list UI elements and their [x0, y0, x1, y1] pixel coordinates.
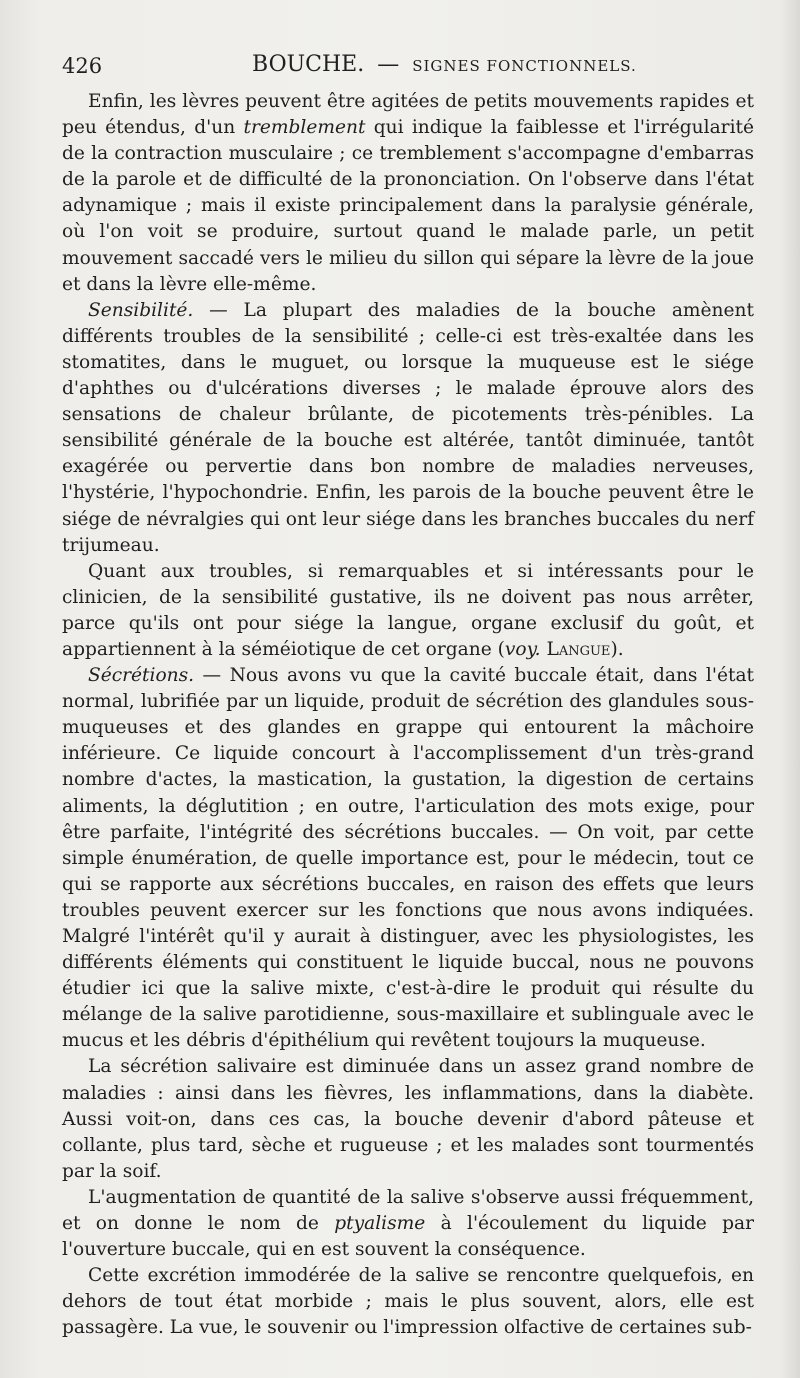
text-segment: — La plupart des maladies de la bouche amènent différents troubles de la sensibilité ; celle-ci est très-exaltée dans les stomatites, dans le muguet, ou lorsque la muqueuse est le siége d'aphthes ou d'ulcérations diverses ; le malade éprouve alors des sensations de chaleur brûlante, de picotements très-pénibles. La sensibilité générale de la bouche est altérée, tantôt diminuée, tantôt exagérée ou pervertie dans bon nombre de maladies nerveuses, l'hystérie, l'hypochondrie. Enfin, les parois de la bouche peuvent être le siége de névralgies qui ont leur siége dans les branches buccales du nerf trijumeau. [62, 299, 754, 556]
text-segment: ). [610, 638, 624, 660]
paragraph-tremblement [62, 89, 754, 298]
emphasis-term: tremblement [243, 117, 366, 139]
body-text [62, 89, 754, 1342]
text-segment: Quant aux troubles, si remarquables et si intéressants pour le clinicien, de la sensibilité gustative, ils ne doivent pas nous arrêter, parce qu'ils ont pour siége la langue, organe exclusif du goût, et appartiennent à la séméiotique de cet organe ( [62, 560, 754, 660]
paragraph-sensibilite [62, 298, 754, 559]
paragraph-ptyalisme [62, 1185, 754, 1263]
emphasis-ptyalisme: ptyalisme [334, 1213, 426, 1235]
text-segment: qui indique la faiblesse et l'irrégularité de la contraction musculaire ; ce tremblement s'accompagne d'embarras de la parole et de difficulté de la prononciation. On l'observe dans l'état adynamique ; mais il existe principalement dans la paralysie générale, où l'on voit se produire, surtout quand le malade parle, un petit mouvement saccadé vers le milieu du sillon qui sépare la lèvre de la joue et dans la lèvre elle-même. [62, 117, 754, 295]
paragraph-excretion [62, 1263, 754, 1341]
title-separator: — [377, 52, 400, 77]
paragraph-gustative [62, 559, 754, 663]
text-segment: L'augmentation de quantité de la salive s'observe aussi fréquemment, et on donne le nom de [62, 1186, 754, 1235]
text-segment: — Nous avons vu que la cavité buccale était, dans l'état normal, lubrifiée par un liquide, produit de sécrétion des glandules sous-muqueuses et des glandes en grappe qui entourent la mâchoire inférieure. Ce liquide concourt à l'accomplissement d'un très-grand nombre d'actes, la mastication, la gustation, la digestion de certains aliments, la déglutition ; en outre, l'articulation des mots exige, pour être parfaite, l'intégrité des sécrétions buccales. — On voit, par cette simple énumération, de quelle importance est, pour le médecin, tout ce qui se rapporte aux sécrétions buccales, en raison des effets que leurs troubles peuvent exercer sur les fonctions que nous avons indiquées. Malgré l'intérêt qu'il y aurait à distinguer, avec les physiologistes, les différents éléments qui constituent le liquide buccal, nous ne pouvons étudier ici que la salive mixte, c'est-à-dire le produit qui résulte du mélange de la salive parotidienne, sous-maxillaire et sublinguale avec le mucus et les débris d'épithélium qui revêtent toujours la muqueuse. [62, 665, 754, 1052]
text-segment: à l'écoulement du liquide par l'ouverture buccale, qui en est souvent la conséquence. [62, 1213, 754, 1261]
paragraph-secretion-diminuee [62, 1054, 754, 1184]
running-title [252, 52, 637, 77]
section-heading-sensibilite: Sensibilité. [88, 299, 194, 321]
text-segment: La sécrétion salivaire est diminuée dans un assez grand nombre de maladies : ainsi dans les fièvres, les inflammations, dans la diabète. Aussi voit-on, dans ces cas, la bouche devenir d'abord pâteuse et collante, plus tard, sèche et rugueuse ; et les malades sont tourmentés par la soif. [62, 1056, 754, 1182]
emphasis-voy: voy. [504, 638, 541, 660]
paragraph-secretions [62, 663, 754, 1054]
text-segment: Cette excrétion immodérée de la salive se rencontre quelquefois, en dehors de tout état morbide ; mais le plus souvent, alors, elle est passagère. La vue, le souvenir ou l'impression olfactive de certaines sub- [62, 1265, 754, 1339]
chapter-title: BOUCHE. [252, 52, 365, 77]
text-segment: Enfin, les lèvres peuvent être agitées de petits mouvements rapides et peu étendus, d'un [62, 91, 754, 139]
section-heading-secretions: Sécrétions. [88, 665, 195, 687]
page-number: 426 [62, 54, 103, 78]
running-header [62, 50, 760, 84]
section-subtitle: SIGNES FONCTIONNELS. [412, 57, 637, 75]
cross-reference-langue: Langue [546, 638, 611, 660]
